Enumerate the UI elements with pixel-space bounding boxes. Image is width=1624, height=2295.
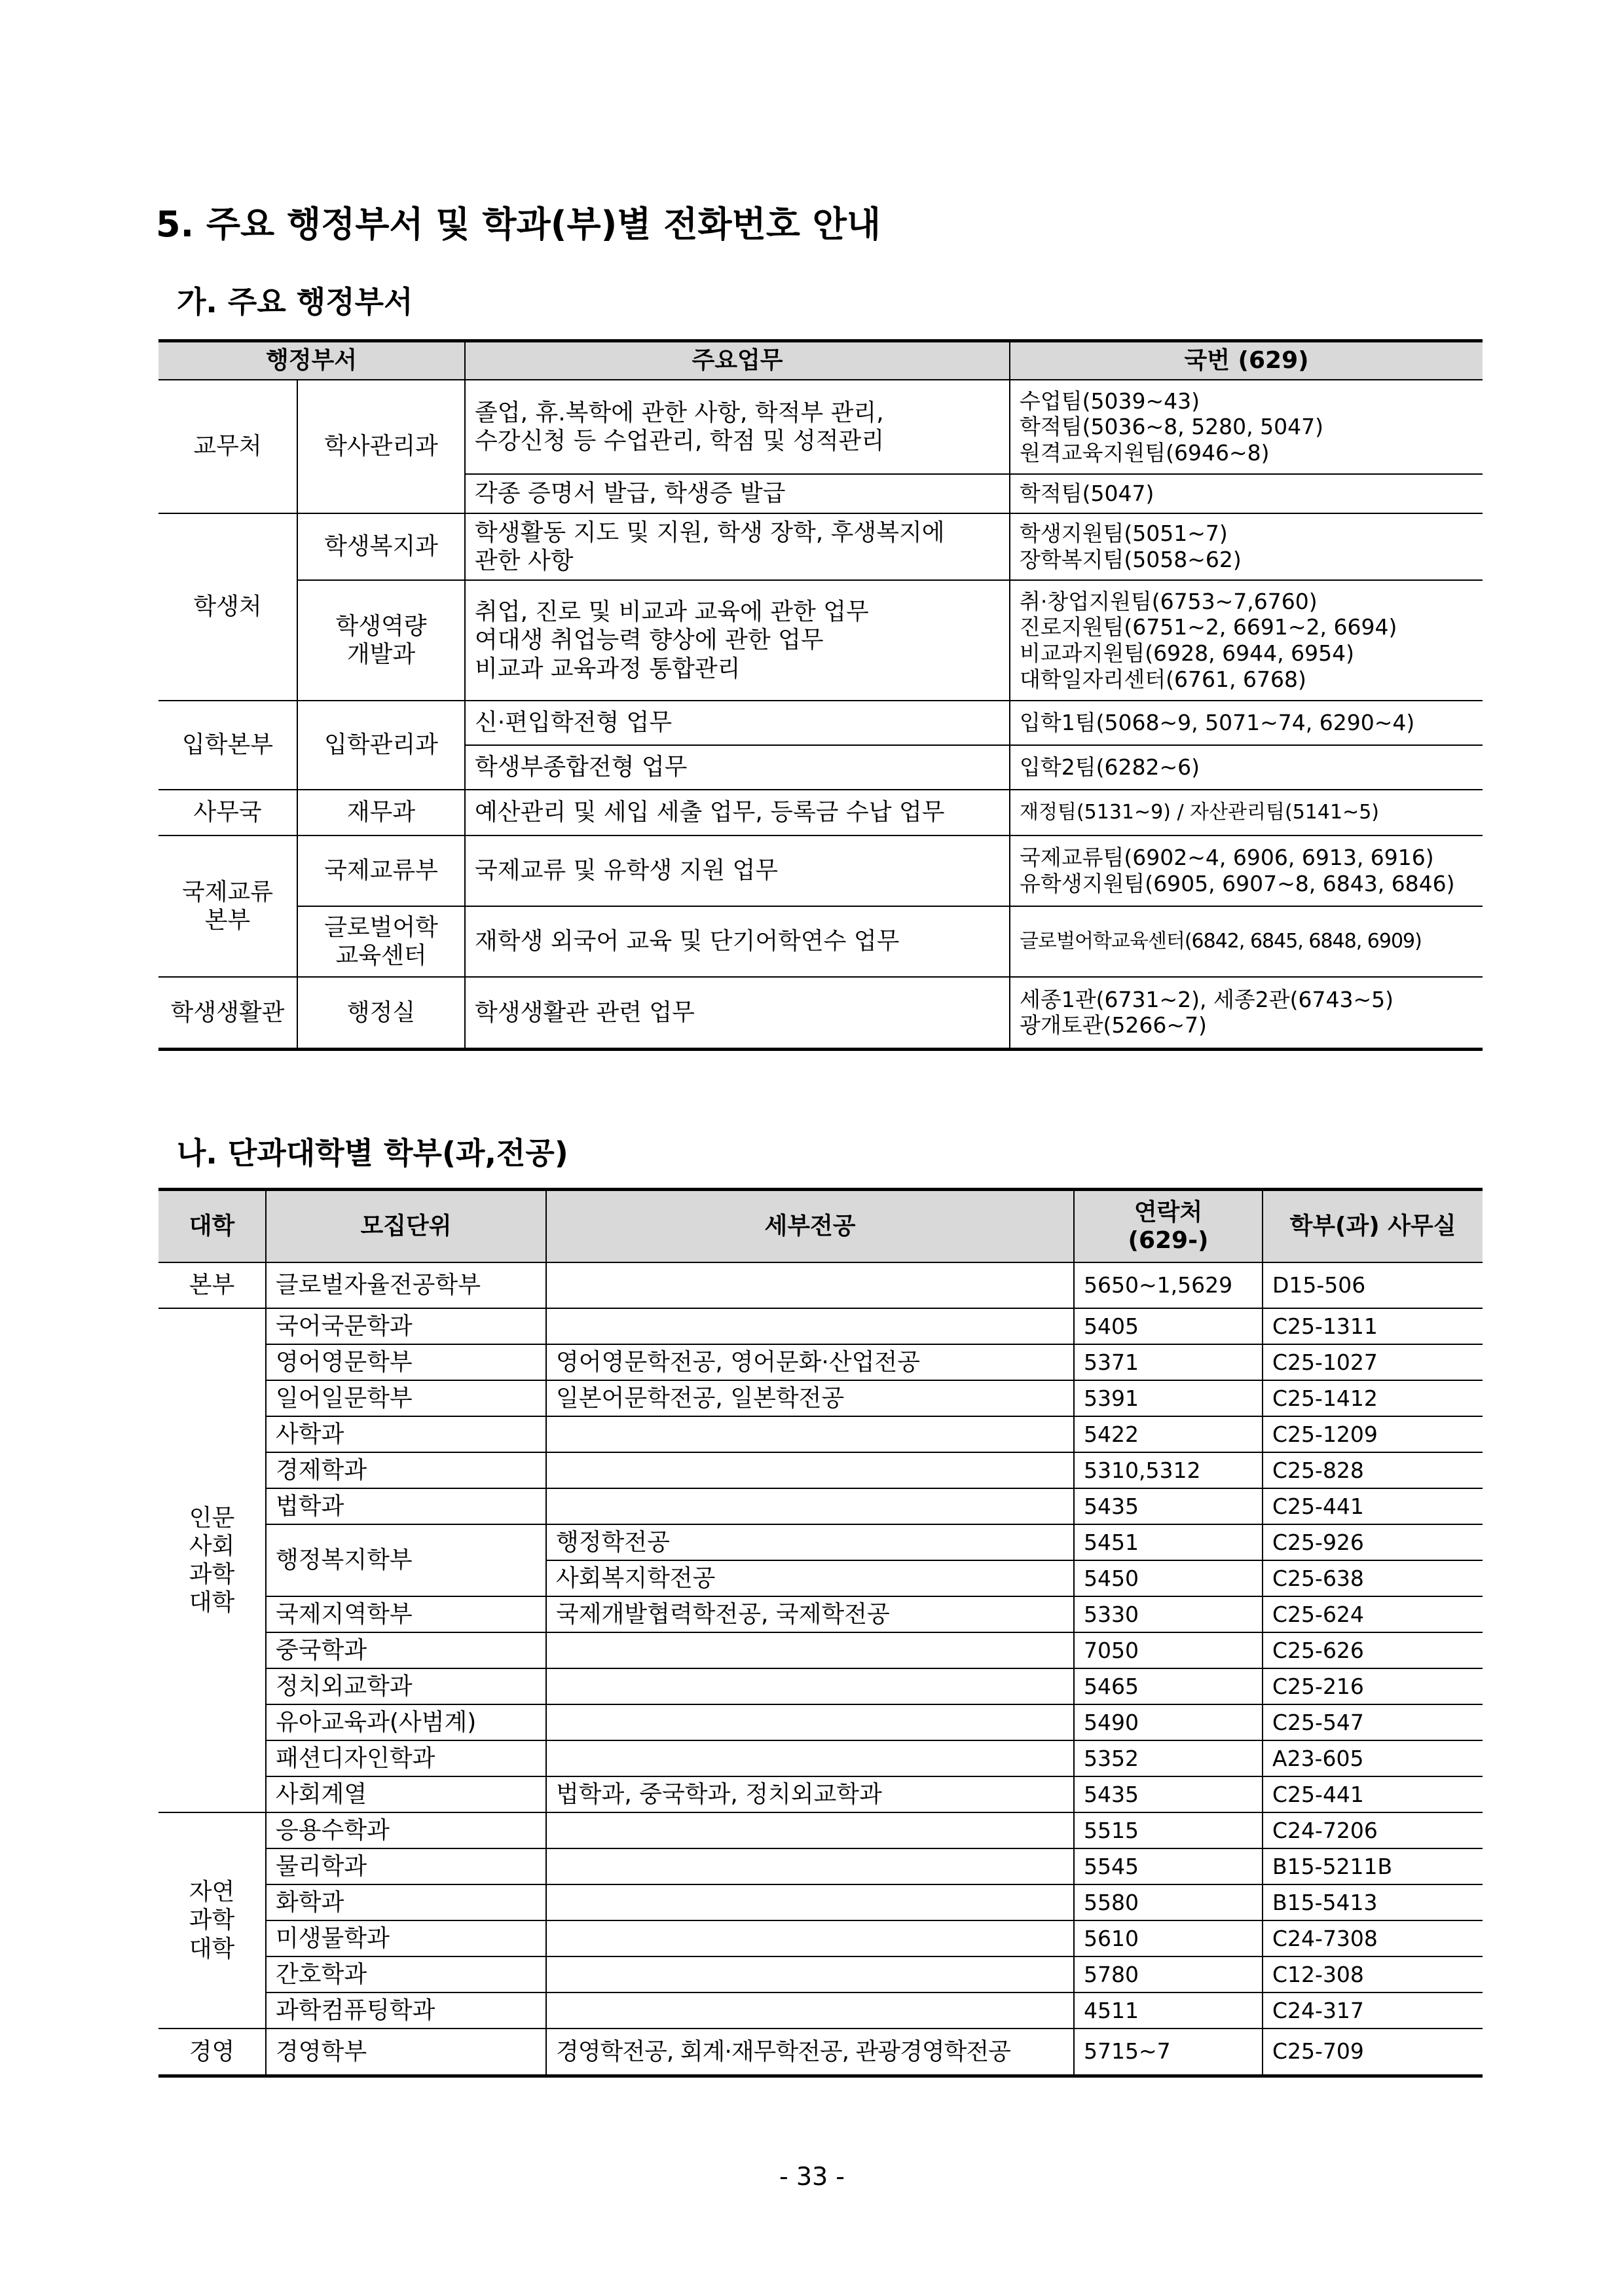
office-cell: A23-605 xyxy=(1263,1740,1483,1776)
table-row xyxy=(158,1740,1483,1776)
phone-cell: 5715~7 xyxy=(1074,2029,1263,2076)
office-cell: B15-5413 xyxy=(1263,1884,1483,1920)
header-college: 대학 xyxy=(158,1190,266,1263)
table-row xyxy=(158,1308,1483,1344)
unit-cell: 행정복지학부 xyxy=(266,1524,546,1596)
office-cell: 학생생활관 xyxy=(158,977,297,1049)
unit-cell: 유아교육과(사범계) xyxy=(266,1704,546,1740)
office-cell: C25-1311 xyxy=(1263,1308,1483,1344)
table-row xyxy=(158,1452,1483,1488)
ext-cell: 세종1관(6731~2), 세종2관(6743~5) 광개토관(5266~7) xyxy=(1010,977,1483,1049)
phone-cell: 5405 xyxy=(1074,1308,1263,1344)
office-cell: 학생처 xyxy=(158,513,297,701)
office-cell: C25-709 xyxy=(1263,2029,1483,2076)
table-row xyxy=(158,1632,1483,1668)
table-row xyxy=(158,1416,1483,1452)
table-row xyxy=(158,380,1483,474)
major-cell xyxy=(546,1262,1074,1308)
office-cell: D15-506 xyxy=(1263,1262,1483,1308)
major-cell xyxy=(546,1704,1074,1740)
major-cell: 법학과, 중국학과, 정치외교학과 xyxy=(546,1776,1074,1812)
office-cell: C12-308 xyxy=(1263,1956,1483,1992)
duty-cell: 예산관리 및 세입 세출 업무, 등록금 수납 업무 xyxy=(465,790,1010,835)
unit-cell: 간호학과 xyxy=(266,1956,546,1992)
table-header-row xyxy=(158,341,1483,380)
table-row xyxy=(158,1488,1483,1524)
office-cell: C25-216 xyxy=(1263,1668,1483,1704)
phone-cell: 5580 xyxy=(1074,1884,1263,1920)
office-cell: 사무국 xyxy=(158,790,297,835)
unit-cell: 행정실 xyxy=(297,977,465,1049)
table-row xyxy=(158,1776,1483,1812)
unit-cell: 글로벌어학 교육센터 xyxy=(297,906,465,977)
phone-cell: 5465 xyxy=(1074,1668,1263,1704)
office-cell: C25-626 xyxy=(1263,1632,1483,1668)
phone-cell: 5610 xyxy=(1074,1920,1263,1956)
college-cell: 본부 xyxy=(158,1262,266,1308)
phone-cell: 5451 xyxy=(1074,1524,1263,1560)
duty-cell: 재학생 외국어 교육 및 단기어학연수 업무 xyxy=(465,906,1010,977)
phone-cell: 5780 xyxy=(1074,1956,1263,1992)
header-office: 학부(과) 사무실 xyxy=(1263,1190,1483,1263)
table-row xyxy=(158,701,1483,745)
major-cell xyxy=(546,1308,1074,1344)
unit-cell: 일어일문학부 xyxy=(266,1380,546,1416)
office-cell: 교무처 xyxy=(158,380,297,513)
major-cell xyxy=(546,1416,1074,1452)
table-row xyxy=(158,513,1483,580)
office-cell: C25-926 xyxy=(1263,1524,1483,1560)
office-cell: C24-7308 xyxy=(1263,1920,1483,1956)
phone-cell: 5310,5312 xyxy=(1074,1452,1263,1488)
major-cell: 일본어문학전공, 일본학전공 xyxy=(546,1380,1074,1416)
unit-cell: 경제학과 xyxy=(266,1452,546,1488)
unit-cell: 영어영문학부 xyxy=(266,1344,546,1380)
phone-cell: 5435 xyxy=(1074,1488,1263,1524)
unit-cell: 화학과 xyxy=(266,1884,546,1920)
phone-cell: 5450 xyxy=(1074,1560,1263,1596)
duty-cell: 각종 증명서 발급, 학생증 발급 xyxy=(465,474,1010,513)
table-row xyxy=(158,1596,1483,1632)
section-a-heading: 가. 주요 행정부서 xyxy=(177,284,413,320)
major-cell xyxy=(546,1632,1074,1668)
phone-cell: 5515 xyxy=(1074,1812,1263,1848)
duty-cell: 국제교류 및 유학생 지원 업무 xyxy=(465,835,1010,906)
office-cell: C25-1209 xyxy=(1263,1416,1483,1452)
office-cell: C25-1027 xyxy=(1263,1344,1483,1380)
unit-cell: 학생복지과 xyxy=(297,513,465,580)
unit-cell: 학사관리과 xyxy=(297,380,465,513)
unit-cell: 중국학과 xyxy=(266,1632,546,1668)
unit-cell: 재무과 xyxy=(297,790,465,835)
major-cell xyxy=(546,1452,1074,1488)
office-cell: 입학본부 xyxy=(158,701,297,790)
table-row xyxy=(158,1524,1483,1560)
table-row xyxy=(158,977,1483,1049)
admin-departments-table xyxy=(158,339,1483,1051)
table-row xyxy=(158,1992,1483,2029)
ext-cell: 입학1팀(5068~9, 5071~74, 6290~4) xyxy=(1010,701,1483,745)
unit-cell: 과학컴퓨팅학과 xyxy=(266,1992,546,2029)
table-row xyxy=(158,1380,1483,1416)
duty-cell: 학생활동 지도 및 지원, 학생 장학, 후생복지에 관한 사항 xyxy=(465,513,1010,580)
office-cell: C25-828 xyxy=(1263,1452,1483,1488)
office-cell: C25-547 xyxy=(1263,1704,1483,1740)
unit-cell: 경영학부 xyxy=(266,2029,546,2076)
header-dept: 행정부서 xyxy=(158,341,465,380)
office-cell: B15-5211B xyxy=(1263,1848,1483,1884)
major-cell xyxy=(546,1920,1074,1956)
duty-cell: 취업, 진로 및 비교과 교육에 관한 업무 여대생 취업능력 향상에 관한 업무 비교과 교육과정 통합관리 xyxy=(465,580,1010,701)
major-cell: 국제개발협력학전공, 국제학전공 xyxy=(546,1596,1074,1632)
table-row xyxy=(158,1920,1483,1956)
table-row xyxy=(158,790,1483,835)
office-cell: C25-1412 xyxy=(1263,1380,1483,1416)
phone-cell: 5545 xyxy=(1074,1848,1263,1884)
ext-cell: 국제교류팀(6902~4, 6906, 6913, 6916) 유학생지원팀(6905, 6907~8, 6843, 6846) xyxy=(1010,835,1483,906)
table-row xyxy=(158,1262,1483,1308)
table-row xyxy=(158,1668,1483,1704)
unit-cell: 학생역량 개발과 xyxy=(297,580,465,701)
ext-cell: 학생지원팀(5051~7) 장학복지팀(5058~62) xyxy=(1010,513,1483,580)
major-cell: 사회복지학전공 xyxy=(546,1560,1074,1596)
office-cell: C25-638 xyxy=(1263,1560,1483,1596)
phone-cell: 5352 xyxy=(1074,1740,1263,1776)
college-cell: 자연 과학 대학 xyxy=(158,1812,266,2029)
unit-cell: 사학과 xyxy=(266,1416,546,1452)
major-cell xyxy=(546,1740,1074,1776)
unit-cell: 법학과 xyxy=(266,1488,546,1524)
phone-cell: 5650~1,5629 xyxy=(1074,1262,1263,1308)
unit-cell: 패션디자인학과 xyxy=(266,1740,546,1776)
major-cell xyxy=(546,1668,1074,1704)
unit-cell: 정치외교학과 xyxy=(266,1668,546,1704)
table-row xyxy=(158,1704,1483,1740)
major-cell xyxy=(546,1956,1074,1992)
page-title: 5. 주요 행정부서 및 학과(부)별 전화번호 안내 xyxy=(156,204,881,245)
unit-cell: 사회계열 xyxy=(266,1776,546,1812)
table-row xyxy=(158,1956,1483,1992)
duty-cell: 학생생활관 관련 업무 xyxy=(465,977,1010,1049)
ext-cell: 취·창업지원팀(6753~7,6760) 진로지원팀(6751~2, 6691~2, 6694) 비교과지원팀(6928, 6944, 6954) 대학일자리센터(6761, 6768) xyxy=(1010,580,1483,701)
unit-cell: 국어국문학과 xyxy=(266,1308,546,1344)
header-duty: 주요업무 xyxy=(465,341,1010,380)
ext-cell: 재정팀(5131~9) / 자산관리팀(5141~5) xyxy=(1010,790,1483,835)
office-cell: C24-317 xyxy=(1263,1992,1483,2029)
unit-cell: 글로벌자율전공학부 xyxy=(266,1262,546,1308)
duty-cell: 학생부종합전형 업무 xyxy=(465,745,1010,790)
ext-cell: 학적팀(5047) xyxy=(1010,474,1483,513)
table-row xyxy=(158,1344,1483,1380)
college-cell: 인문 사회 과학 대학 xyxy=(158,1308,266,1812)
ext-cell: 글로벌어학교육센터(6842, 6845, 6848, 6909) xyxy=(1010,906,1483,977)
unit-cell: 미생물학과 xyxy=(266,1920,546,1956)
office-cell: C24-7206 xyxy=(1263,1812,1483,1848)
phone-cell: 5391 xyxy=(1074,1380,1263,1416)
table-row xyxy=(158,1812,1483,1848)
duty-cell: 신·편입학전형 업무 xyxy=(465,701,1010,745)
office-cell: C25-624 xyxy=(1263,1596,1483,1632)
major-cell xyxy=(546,1488,1074,1524)
section-b-heading: 나. 단과대학별 학부(과,전공) xyxy=(177,1135,568,1171)
office-cell: C25-441 xyxy=(1263,1776,1483,1812)
unit-cell: 응용수학과 xyxy=(266,1812,546,1848)
ext-cell: 입학2팀(6282~6) xyxy=(1010,745,1483,790)
unit-cell: 국제교류부 xyxy=(297,835,465,906)
office-cell: C25-441 xyxy=(1263,1488,1483,1524)
college-departments-table xyxy=(158,1188,1483,2078)
page-number: - 33 - xyxy=(779,2162,845,2191)
header-ext: 국번 (629) xyxy=(1010,341,1483,380)
header-major: 세부전공 xyxy=(546,1190,1074,1263)
phone-cell: 5371 xyxy=(1074,1344,1263,1380)
unit-cell: 국제지역학부 xyxy=(266,1596,546,1632)
phone-cell: 5422 xyxy=(1074,1416,1263,1452)
major-cell: 영어영문학전공, 영어문화·산업전공 xyxy=(546,1344,1074,1380)
table-row xyxy=(158,2029,1483,2076)
duty-cell: 졸업, 휴.복학에 관한 사항, 학적부 관리, 수강신청 등 수업관리, 학점 및 성적관리 xyxy=(465,380,1010,474)
header-unit: 모집단위 xyxy=(266,1190,546,1263)
table-row xyxy=(158,580,1483,701)
table-header-row xyxy=(158,1190,1483,1263)
major-cell xyxy=(546,1992,1074,2029)
major-cell: 행정학전공 xyxy=(546,1524,1074,1560)
unit-cell: 입학관리과 xyxy=(297,701,465,790)
phone-cell: 4511 xyxy=(1074,1992,1263,2029)
table-row xyxy=(158,1884,1483,1920)
office-cell: 국제교류 본부 xyxy=(158,835,297,977)
phone-cell: 5490 xyxy=(1074,1704,1263,1740)
phone-cell: 5435 xyxy=(1074,1776,1263,1812)
major-cell: 경영학전공, 회계·재무학전공, 관광경영학전공 xyxy=(546,2029,1074,2076)
table-row xyxy=(158,906,1483,977)
major-cell xyxy=(546,1812,1074,1848)
ext-cell: 수업팀(5039~43) 학적팀(5036~8, 5280, 5047) 원격교육지원팀(6946~8) xyxy=(1010,380,1483,474)
phone-cell: 5330 xyxy=(1074,1596,1263,1632)
college-cell: 경영 xyxy=(158,2029,266,2076)
major-cell xyxy=(546,1848,1074,1884)
phone-cell: 7050 xyxy=(1074,1632,1263,1668)
table-row xyxy=(158,1848,1483,1884)
unit-cell: 물리학과 xyxy=(266,1848,546,1884)
header-contact: 연락처 (629-) xyxy=(1074,1190,1263,1263)
table-row xyxy=(158,835,1483,906)
major-cell xyxy=(546,1884,1074,1920)
